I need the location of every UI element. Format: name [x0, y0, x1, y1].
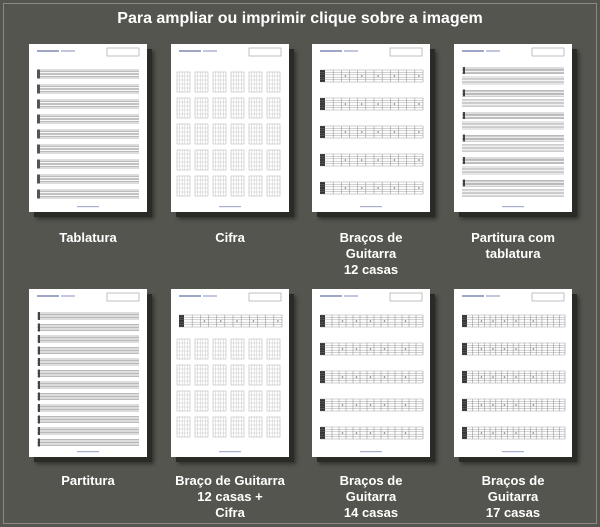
sheet-preview-graphic: [454, 44, 572, 212]
sheet-caption-6: Braço de Guitarra 12 casas + Cifra: [175, 473, 285, 520]
sheet-caption-5: Partitura: [61, 473, 115, 488]
sheet-thumbnail-2[interactable]: [171, 44, 289, 212]
sheet-thumbnail-6[interactable]: [171, 289, 289, 457]
sheet-preview-graphic: [454, 289, 572, 457]
sheet-caption-1: Tablatura: [59, 230, 117, 245]
page-title: Para ampliar ou imprimir clique sobre a imagem: [117, 10, 483, 27]
sheet-thumbnail-3[interactable]: [312, 44, 430, 212]
sheet-caption-8: Braços de Guitarra 17 casas: [481, 473, 545, 520]
sheet-caption-7: Braços de Guitarra 14 casas: [339, 473, 403, 520]
sheet-thumbnail-1[interactable]: [29, 44, 147, 212]
sheet-caption-2: Cifra: [215, 230, 245, 245]
sheet-preview-graphic: [171, 289, 289, 457]
sheet-preview-graphic: [171, 44, 289, 212]
sheet-preview-graphic: [312, 289, 430, 457]
sheet-preview-graphic: [29, 289, 147, 457]
sheet-thumbnail-5[interactable]: [29, 289, 147, 457]
sheet-thumbnail-7[interactable]: [312, 289, 430, 457]
sheet-thumbnail-8[interactable]: [454, 289, 572, 457]
sheet-thumbnail-4[interactable]: [454, 44, 572, 212]
sheet-preview-graphic: [312, 44, 430, 212]
sheet-caption-4: Partitura com tablatura: [471, 230, 555, 261]
sheet-preview-graphic: [29, 44, 147, 212]
sheet-caption-3: Braços de Guitarra 12 casas: [339, 230, 403, 277]
